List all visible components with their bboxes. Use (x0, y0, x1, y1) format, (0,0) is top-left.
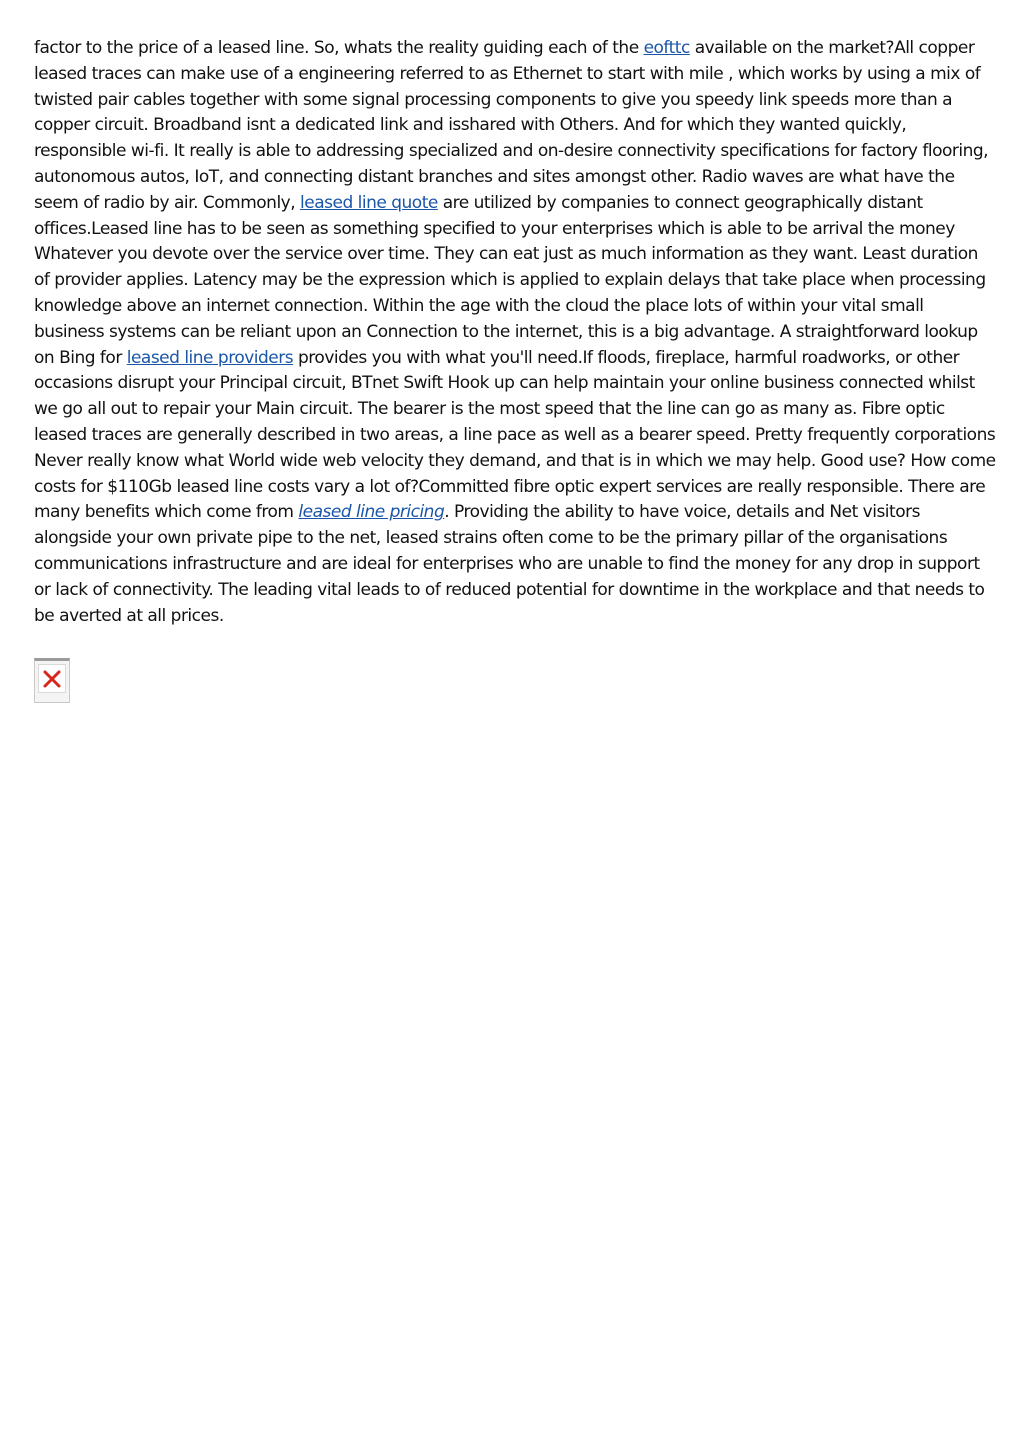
link-leased-line-pricing[interactable]: leased line pricing (298, 502, 445, 523)
article-paragraph (34, 36, 996, 629)
link-eofttc[interactable]: eofttc (643, 38, 690, 58)
broken-image-x-icon (42, 669, 62, 689)
text-segment-1: factor to the price of a leased line. So, whats the reality guiding each of the (34, 38, 644, 58)
text-segment-3: are utilized by companies to connect geographically distant offices.Leased line has to be seen as something specified to your enterprises which is able to be arrival the money Whatever you devote over the service over time. They can eat just as much information as they want. Least duration of provider applies. Latency may be the expression which is applied to explain delays that take place when processing knowledge above an internet connection. Within the age with the cloud the place lots of within your vital small business systems can be reliant upon an Connection to the internet, this is a big advantage. A straightforward lookup on Bing for (34, 192, 986, 368)
broken-image (34, 658, 70, 703)
link-leased-line-providers[interactable]: leased line providers (126, 347, 294, 368)
text-segment-4: provides you with what you'll need.If floods, fireplace, harmful roadworks, or other occasions disrupt your Principal circuit, BTnet Swift Hook up can help maintain your online business connected whilst we go all out to repair your Main circuit. The bearer is the most speed that the line can go as many as. Fibre optic leased traces are generally described in two areas, a line pace as well as a bearer speed. Pretty frequently corporations Never really know what World wide web velocity they demand, and that is in which we may help. Good use? How come costs for $110Gb leased line costs vary a lot of?Committed fibre optic expert services are really responsible. There are many benefits which come from (34, 347, 996, 523)
text-segment-5: . Providing the ability to have voice, details and Net visitors alongside your own private pipe to the net, leased strains often come to be the primary pillar of the organisations communications infrastructure and are ideal for enterprises who are unable to find the money for any drop in support or lack of connectivity. The leading vital leads to of reduced potential for downtime in the workplace and that needs to be averted at all prices. (34, 502, 985, 626)
link-leased-line-quote[interactable]: leased line quote (300, 192, 438, 213)
text-segment-2: available on the market?All copper leased traces can make use of a engineering referred to as Ethernet to start with mile , which works by using a mix of twisted pair cables together with some signal processing components to give you speedy link speeds more than a copper circuit. Broadband isnt a dedicated link and isshared with Others. And for which they wanted quickly, responsible wi-fi. It really is able to addressing specialized and on-desire connectivity specifications for factory flooring, autonomous autos, IoT, and connecting distant branches and sites amongst other. Radio waves are what have the seem of radio by air. Commonly, (34, 38, 989, 213)
article-body (34, 36, 996, 629)
